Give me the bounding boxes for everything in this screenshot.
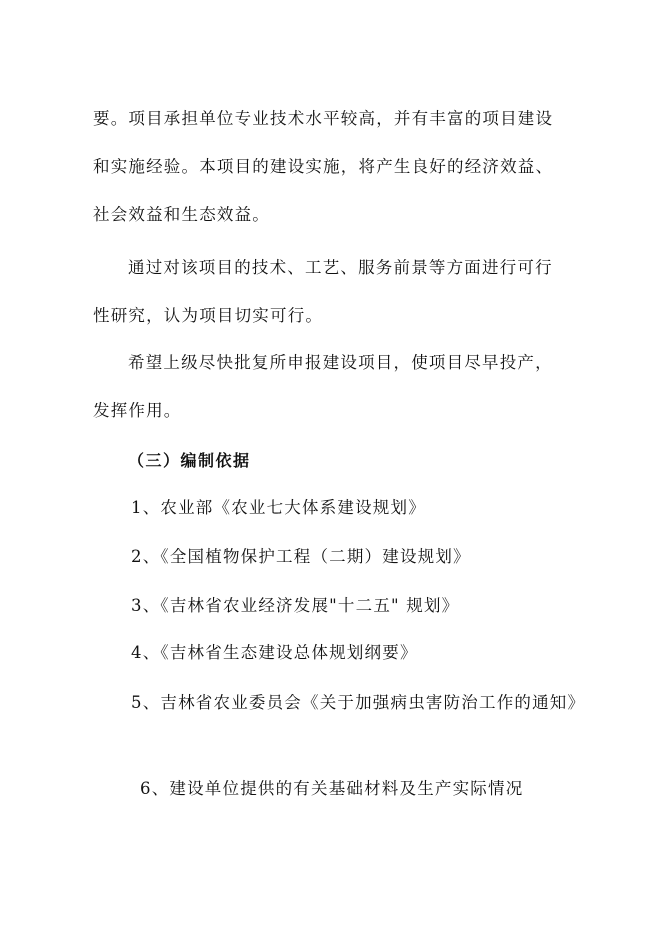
reference-item: 6、建设单位提供的有关基础材料及生产实际情况: [140, 779, 524, 798]
reference-item: 5、吉林省农业委员会《关于加强病虫害防治工作的通知》: [131, 693, 586, 712]
body-text-line: 发挥作用。: [93, 401, 182, 420]
body-text-line: 社会效益和生态效益。: [93, 205, 270, 224]
reference-item: 3、《吉林省农业经济发展"十二五" 规划》: [131, 596, 460, 615]
section-heading: （三）编制依据: [128, 451, 251, 470]
reference-item: 1、农业部《农业七大体系建设规划》: [131, 498, 426, 517]
body-text-line: 希望上级尽快批复所申报建设项目，使项目尽早投产，: [128, 353, 553, 372]
body-text-line: 要。项目承担单位专业技术水平较高，并有丰富的项目建设: [93, 109, 554, 128]
reference-item: 2、《全国植物保护工程（二期）建设规划》: [131, 547, 471, 566]
body-text-line: 和实施经验。本项目的建设实施，将产生良好的经济效益、: [93, 157, 554, 176]
reference-item: 4、《吉林省生态建设总体规划纲要》: [131, 643, 418, 662]
body-text-line: 通过对该项目的技术、工艺、服务前景等方面进行可行: [128, 258, 553, 277]
body-text-line: 性研究，认为项目切实可行。: [93, 306, 324, 325]
